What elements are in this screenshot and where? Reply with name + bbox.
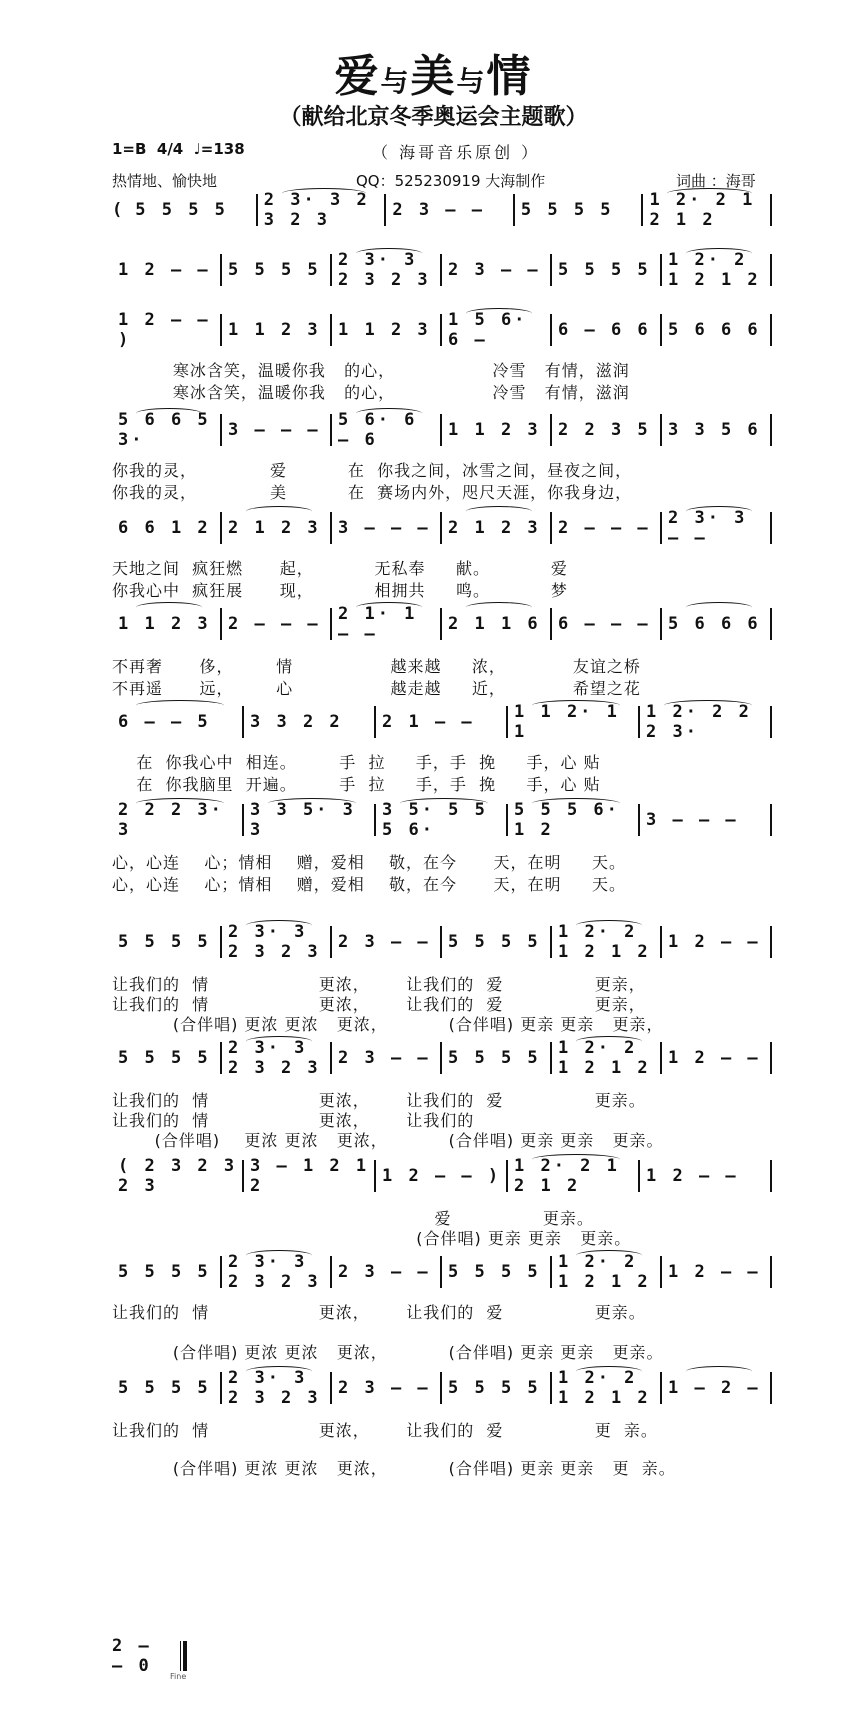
- score-row-6: [112, 604, 772, 644]
- repeat-open: (: [112, 200, 126, 220]
- measure: 5 5 5 5: [118, 1048, 211, 1068]
- lyric-line: (合伴唱) 更浓 更浓 更浓， (合伴唱) 更亲 更亲 更亲，: [112, 1015, 664, 1034]
- measure: 2 3· 3 2 3 2 3: [330, 254, 440, 286]
- measure: 5 5 5 5: [440, 1042, 550, 1074]
- lyric-line: 在 你我脑里 开遍。 手 拉 手，手 挽 手，心 贴: [112, 775, 601, 794]
- measure: 5 5 5 5: [440, 926, 550, 958]
- lyric-line: 让我们的 情 更浓， 让我们的 爱 更亲，: [112, 975, 646, 994]
- final-measure: [112, 1636, 187, 1676]
- lyric-line: (合伴唱) 更浓 更浓 更浓， (合伴唱) 更亲 更亲 更亲。: [112, 1131, 664, 1150]
- measure: 2 3· 3 2 3 2 3: [220, 1256, 330, 1288]
- measure: 5 5 5 5: [440, 1256, 550, 1288]
- measure: 2 3 — —: [384, 194, 513, 226]
- measure: 2 3· 3 2 3 2 3: [256, 194, 385, 226]
- fine-mark: Fine: [170, 1672, 187, 1681]
- score-row-10: [112, 1038, 772, 1078]
- measure: 1 2 — — ): [374, 1160, 506, 1192]
- score-row-12: [112, 1252, 772, 1292]
- measure: 1 1 2 3: [440, 414, 550, 446]
- measure: 5 6 6 6: [660, 314, 772, 346]
- lyric-line: 你我的灵， 美 在 赛场内外，咫尺天涯，你我身边，: [112, 483, 633, 502]
- lyric-line: 让我们的 情 更浓， 让我们的 爱 更亲。: [112, 1091, 646, 1110]
- measure: 3 5· 5 5 5 6·: [374, 804, 506, 836]
- measure: 2 3 — —: [440, 254, 550, 286]
- measure: 5 5 5 5: [550, 254, 660, 286]
- credit-line: （ 海哥音乐原创 ）: [372, 143, 541, 162]
- measure: 2 3· 3 2 3 2 3: [220, 1042, 330, 1074]
- lyric-line: 天地之间 疯狂燃 起， 无私奉 献。 爱: [112, 559, 568, 578]
- lyric-line: 心，心连 心；情相 赠，爱相 敬，在今 天，在明 天。: [112, 853, 626, 872]
- lyric-line: 爱 更亲。: [112, 1209, 594, 1228]
- measure: 1 2 — —: [660, 1256, 772, 1288]
- lyric-line: 心，心连 心；情相 赠，爱相 敬，在今 天，在明 天。: [112, 875, 626, 894]
- measure: ( 2 3 2 3 2 3: [118, 1156, 238, 1196]
- score-row-11: [112, 1156, 772, 1196]
- measure: 1 2· 2 2 2 3·: [638, 706, 772, 738]
- measure: 2 1 1 6: [440, 608, 550, 640]
- measure: 3 — 1 2 1 2: [242, 1160, 374, 1192]
- measure: 3 3 5· 3 3: [242, 804, 374, 836]
- song-subtitle: （献给北京冬季奥运会主题歌）: [279, 104, 588, 130]
- measure: 3 3 5 6: [660, 414, 772, 446]
- measure: 1 2 — —: [660, 1042, 772, 1074]
- measure: 1 5 6· 6 —: [440, 314, 550, 346]
- measure: 2 3 — —: [330, 1042, 440, 1074]
- measure: 2 1 — —: [374, 706, 506, 738]
- score-row-3: [112, 310, 772, 350]
- final-barline: [180, 1641, 187, 1671]
- measure: 1 2· 2 1 2 1 2: [550, 1256, 660, 1288]
- lyric-line: (合伴唱) 更亲 更亲 更亲。: [112, 1229, 632, 1248]
- measure: 2 — — —: [220, 608, 330, 640]
- lyric-line: 让我们的 情 更浓， 让我们的 爱 更亲，: [112, 995, 646, 1014]
- score-row-2: [112, 250, 772, 290]
- lyric-line: 让我们的 情 更浓， 让我们的 爱 更亲。: [112, 1303, 646, 1322]
- measure: 3 — — —: [330, 512, 440, 544]
- measure: 2 3 — —: [330, 1372, 440, 1404]
- final-notes: 2 — — 0: [112, 1636, 152, 1676]
- measure: 5 5 5 5: [220, 254, 330, 286]
- measure: 5 5 5 5: [513, 194, 642, 226]
- measure: 2 3 — —: [330, 1256, 440, 1288]
- score-row-4: [112, 410, 772, 450]
- measure: 6 6 1 2: [118, 518, 211, 538]
- measure: 5 5 5 5: [135, 200, 228, 220]
- measure: 1 1 2 3: [330, 314, 440, 346]
- measure: 2 1 2 3: [440, 512, 550, 544]
- measure: 1 2· 2 1 2 1 2: [550, 926, 660, 958]
- measure: 2 1· 1 — —: [330, 608, 440, 640]
- measure: 3 — — —: [220, 414, 330, 446]
- measure: 5 5 5 6· 1 2: [506, 804, 638, 836]
- key-signature: 1=B 4/4 ♩=138: [112, 140, 245, 158]
- measure: 5 6· 6 — 6: [330, 414, 440, 446]
- song-title: 爱与美与情: [334, 51, 533, 102]
- measure: 1 2 — —: [660, 926, 772, 958]
- measure: 3 — — —: [638, 804, 772, 836]
- measure: 2 1 2 3: [220, 512, 330, 544]
- score-row-9: [112, 922, 772, 962]
- score-row-13: [112, 1368, 772, 1408]
- lyric-line: 寒冰含笑，温暖你我 的心， 冷雪 有情，滋润: [112, 361, 630, 380]
- measure: 5 6 6 5 3·: [112, 414, 220, 446]
- lyric-line: 让我们的 情 更浓， 让我们的: [112, 1111, 475, 1130]
- measure: 1 2 — —: [118, 260, 211, 280]
- lyric-line: 让我们的 情 更浓， 让我们的 爱 更 亲。: [112, 1421, 658, 1440]
- contact-qq: QQ：525230919 大海制作: [356, 172, 546, 190]
- measure: 6 — — —: [550, 608, 660, 640]
- measure: 5 5 5 5: [440, 1372, 550, 1404]
- measure: 2 2 2 3· 3: [112, 804, 242, 836]
- measure: 1 2· 2 1 2 1 2: [506, 1160, 638, 1192]
- lyric-line: 你我的灵， 爱 在 你我之间，冰雪之间，昼夜之间，: [112, 461, 633, 480]
- measure: 1 1 2 3: [220, 314, 330, 346]
- measure: 1 2· 2 1 2 1 2: [641, 194, 772, 226]
- measure: 2 — — —: [550, 512, 660, 544]
- measure: 2 3· 3 2 3 2 3: [220, 1372, 330, 1404]
- score-row-5: [112, 508, 772, 548]
- lyric-line: (合伴唱) 更浓 更浓 更浓， (合伴唱) 更亲 更亲 更亲。: [112, 1343, 664, 1362]
- measure: 2 3· 3 2 3 2 3: [220, 926, 330, 958]
- measure: 1 2 — —: [638, 1160, 772, 1192]
- measure: 3 3 2 2: [242, 706, 374, 738]
- measure: 2 3 — —: [330, 926, 440, 958]
- measure: 1 1 2· 1 1: [506, 706, 638, 738]
- lyricist-composer: 词曲 ：海哥: [676, 172, 756, 190]
- measure: 1 — 2 —: [660, 1372, 772, 1404]
- measure: 5 5 5 5: [118, 1378, 211, 1398]
- measure: 5 6 6 6: [660, 608, 772, 640]
- measure: 2 2 3 5: [550, 414, 660, 446]
- measure: 5 5 5 5: [118, 932, 211, 952]
- lyric-line: 你我心中 疯狂展 现， 相拥共 鸣。 梦: [112, 581, 568, 600]
- lyric-line: 在 你我心中 相连。 手 拉 手，手 挽 手，心 贴: [112, 753, 601, 772]
- tempo-marking: 热情地、愉快地: [112, 172, 218, 190]
- score-row-7: [112, 702, 772, 742]
- lyric-line: 寒冰含笑，温暖你我 的心， 冷雪 有情，滋润: [112, 383, 630, 402]
- measure: 2 3· 3 — —: [660, 512, 772, 544]
- measure: 1 2· 2 1 2 1 2: [550, 1042, 660, 1074]
- measure: 1 1 2 3: [112, 608, 220, 640]
- lyric-line: 不再遥 远， 心 越走越 近， 希望之花: [112, 679, 641, 698]
- measure: 6 — 6 6: [550, 314, 660, 346]
- score-row-8: [112, 800, 772, 840]
- measure: 1 2· 2 1 2 1 2: [550, 1372, 660, 1404]
- score-row-1: [112, 190, 772, 230]
- lyric-line: (合伴唱) 更浓 更浓 更浓， (合伴唱) 更亲 更亲 更 亲。: [112, 1459, 676, 1478]
- measure: 5 5 5 5: [118, 1262, 211, 1282]
- measure: 6 — — 5: [112, 706, 242, 738]
- measure: 1 2· 2 1 2 1 2: [660, 254, 772, 286]
- measure: 1 2 — — ): [118, 310, 211, 350]
- lyric-line: 不再奢 侈， 情 越来越 浓， 友谊之桥: [112, 657, 641, 676]
